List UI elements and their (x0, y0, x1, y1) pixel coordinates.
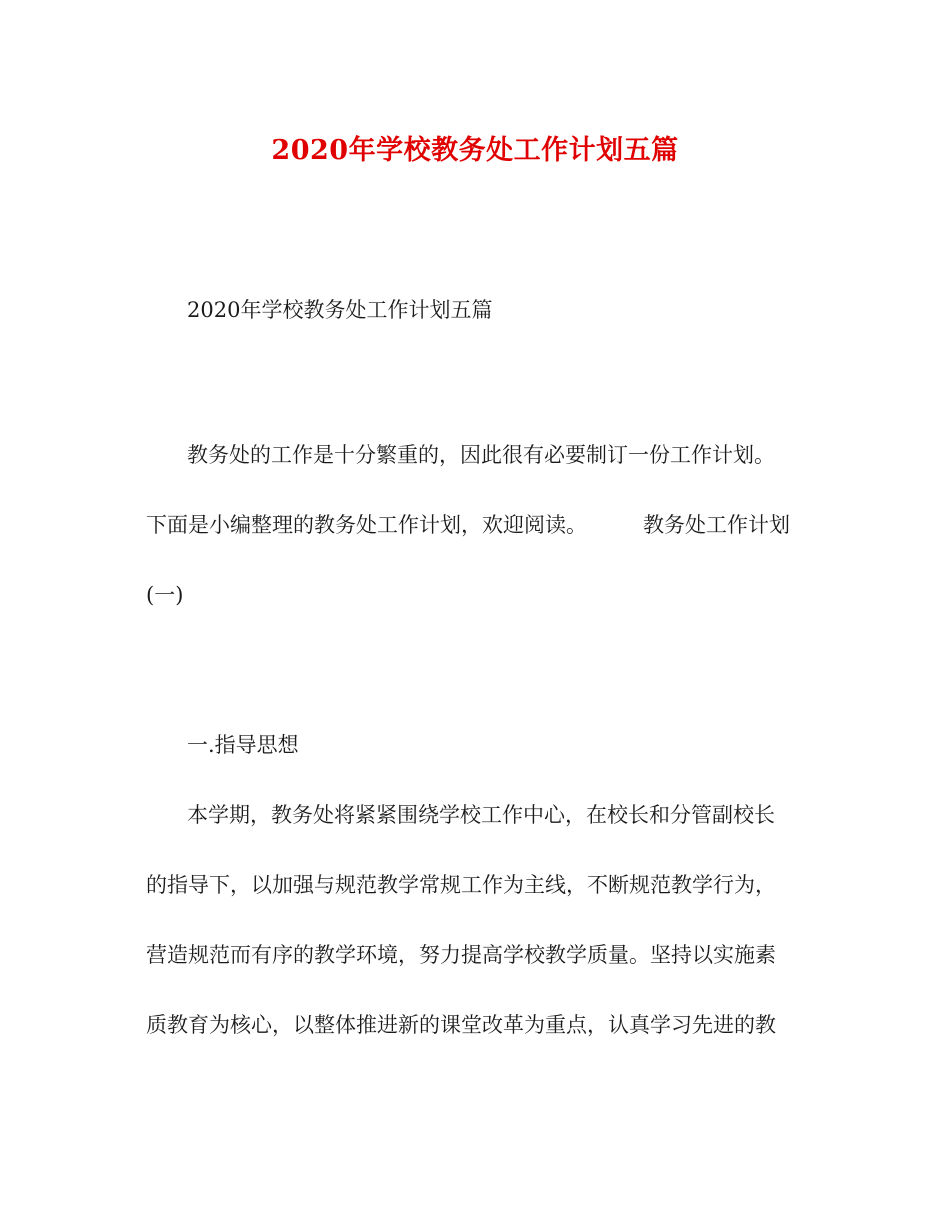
intro-line-3: (一) (146, 583, 184, 607)
document-subtitle: 2020年学校教务处工作计划五篇 (187, 298, 493, 322)
section-line-1: 本学期，教务处将紧紧围绕学校工作中心，在校长和分管副校长 (187, 803, 775, 827)
plan-one-heading: 教务处工作计划 (643, 513, 790, 537)
intro-line-2 (146, 510, 806, 540)
section-line-4: 质教育为核心，以整体推进新的课堂改革为重点，认真学习先进的教 (146, 1013, 776, 1037)
intro-line-2-text: 下面是小编整理的教务处工作计划，欢迎阅读。 (146, 513, 587, 537)
document-title: 2020年学校教务处工作计划五篇 (271, 135, 679, 166)
intro-line-1: 教务处的工作是十分繁重的，因此很有必要制订一份工作计划。 (187, 443, 775, 467)
section-heading: 一.指导思想 (187, 733, 299, 757)
section-line-3: 营造规范而有序的教学环境，努力提高学校教学质量。坚持以实施素 (146, 943, 776, 967)
section-line-2: 的指导下，以加强与规范教学常规工作为主线，不断规范教学行为， (146, 873, 776, 897)
